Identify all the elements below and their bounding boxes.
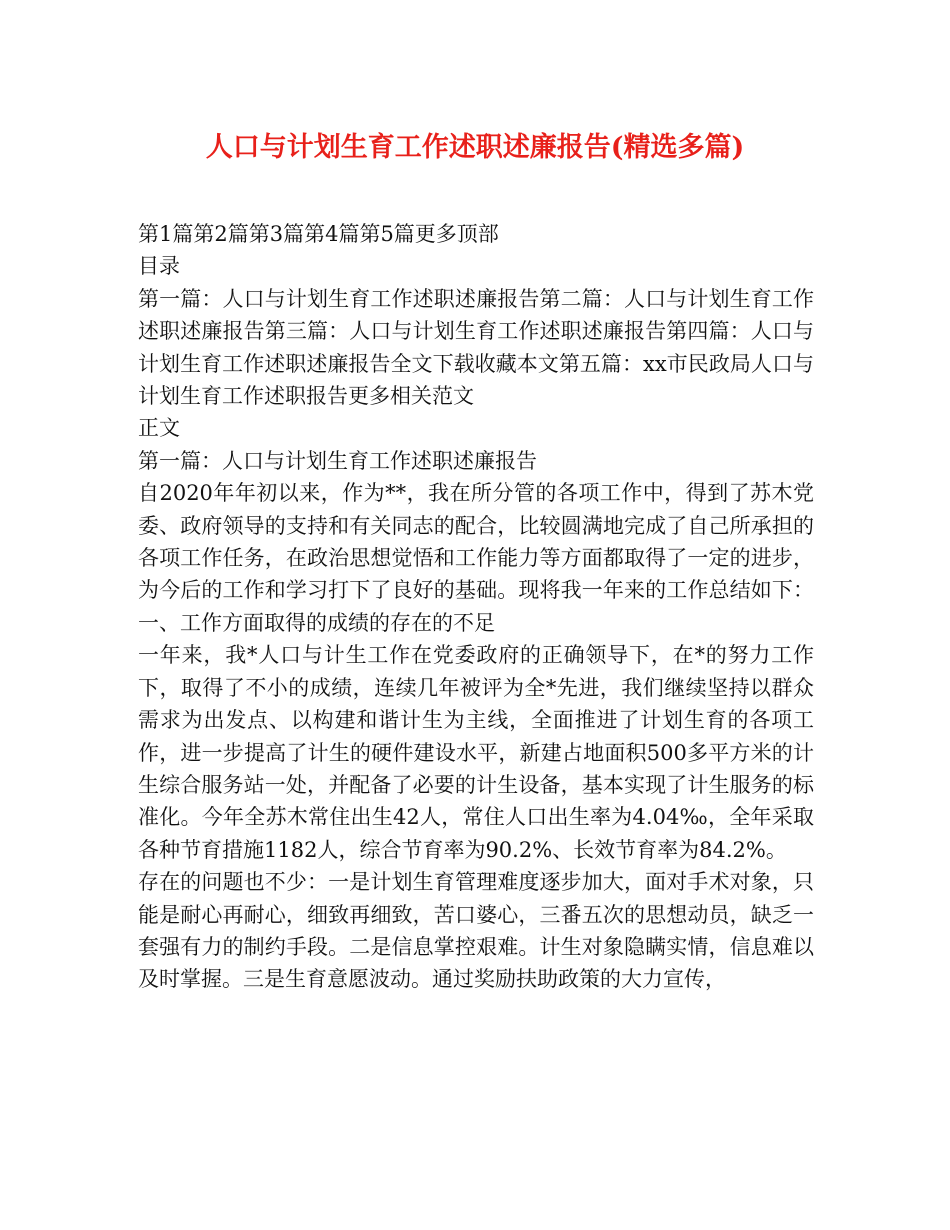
article-nav: 第1篇第2篇第3篇第4篇第5篇更多顶部: [138, 222, 499, 246]
section-title: 第一篇：人口与计划生育工作述职述廉报告: [138, 448, 537, 473]
paragraph-2: 一年来，我*人口与计生工作在党委政府的正确领导下，在*的努力工作下，取得了不小的成绩，连续几年被评为全*先进，我们继续坚持以群众需求为出发点、以构建和谐计生为主线，全面推进了计划生育的各项工作，进一步提高了计生的硬件建设水平，新建占地面积500多平方米的计生综合服务站一处，并配备了必要的计生设备，基本实现了计生服务的标准化。今年全苏木常住出生42人，常住人口出生率为4.04‰，全年采取各种节育措施1182人，综合节育率为90.2%、长效节育率为84.2%。: [138, 643, 814, 862]
toc-heading: 目录: [138, 254, 180, 279]
document-body: [138, 218, 814, 996]
paragraph-1: 自2020年年初以来，作为**，我在所分管的各项工作中，得到了苏木党委、政府领导的支持和有关同志的配合，比较圆满地完成了自己所承担的各项工作任务，在政治思想觉悟和工作能力等方面都取得了一定的进步，为今后的工作和学习打下了良好的基础。现将我一年来的工作总结如下： 一、工作方面取得的成绩的存在的不足: [138, 481, 814, 635]
paragraph-3: 存在的问题也不少：一是计划生育管理难度逐步加大，面对手术对象，只能是耐心再耐心，细致再细致，苦口婆心，三番五次的思想动员，缺乏一套强有力的制约手段。二是信息掌控艰难。计生对象隐瞒实情，信息难以及时掌握。三是生育意愿波动。通过奖励扶助政策的大力宣传，: [138, 870, 814, 992]
document-title: 人口与计划生育工作述职述廉报告(精选多篇): [205, 132, 745, 163]
toc-text: 第一篇：人口与计划生育工作述职述廉报告第二篇：人口与计划生育工作述职述廉报告第三篇：人口与计划生育工作述职述廉报告第四篇：人口与计划生育工作述职述廉报告全文下载收藏本文第五篇：xx市民政局人口与计划生育工作述职报告更多相关范文: [138, 286, 814, 409]
main-heading: 正文: [138, 416, 180, 441]
